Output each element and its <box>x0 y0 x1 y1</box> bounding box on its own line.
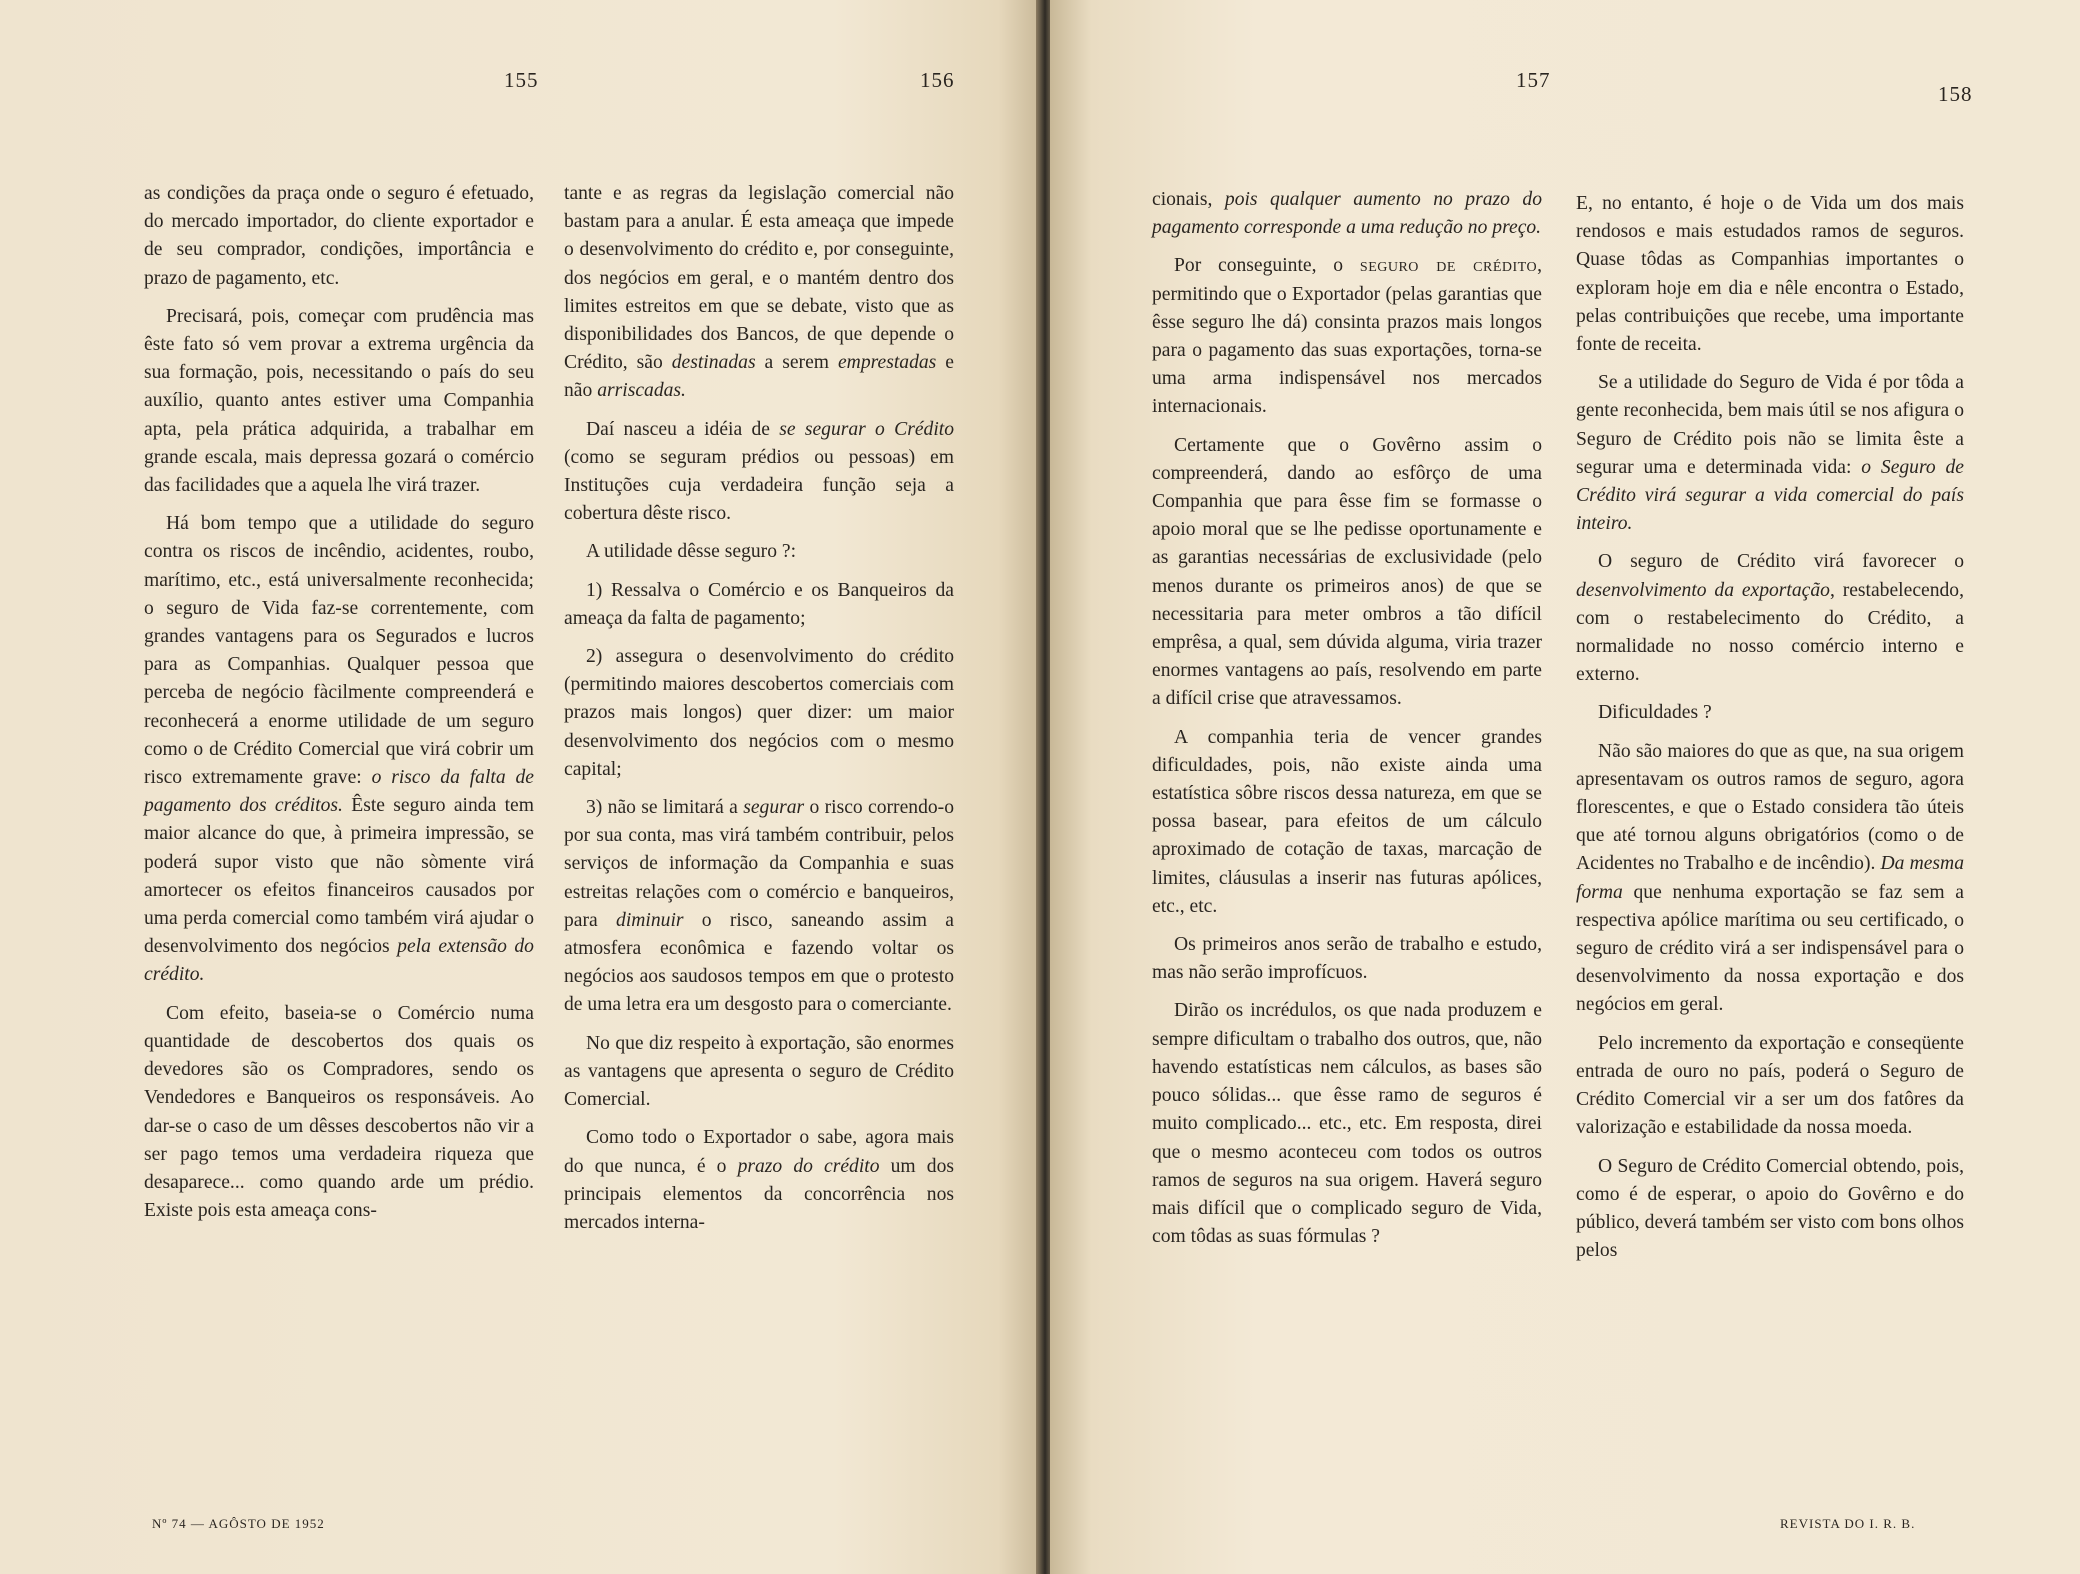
page-number-158: 158 <box>1938 82 1973 106</box>
list-item: 1) Ressalva o Comércio e os Banqueiros da ameaça da falta de pagamento; <box>564 579 954 629</box>
paragraph: Precisará, pois, começar com prudência mas êste fato só vem provar a extrema urgência da sua formação, pois, necessitando o país do seu auxílio, quanto antes estiver uma Companhia apta, pela prática adquirida, a trabalhar em grande escala, mais depressa gozará o comércio das facilidades que a aquela lhe virá trazer. <box>144 305 534 497</box>
page-number-156: 156 <box>920 68 955 92</box>
paragraph: Pelo incremento da exportação e conseqüente entrada de ouro no país, poderá o Seguro de Crédito Comercial vir a ser um dos fatôres da valorização e estabilidade da nossa moeda. <box>1576 1032 1964 1139</box>
paragraph: A companhia teria de vencer grandes dificuldades, pois, não existe ainda uma estatística sôbre riscos dessa natureza, em que se possa basear, para efeitos de um cálculo aproximado de cotação de taxas, marcação de limites, cláusulas a inserir nas futuras apólices, etc., etc. <box>1152 726 1542 917</box>
paragraph: O seguro de Crédito virá favorecer o desenvolvimento da exportação, restabelecendo, com o restabelecimento do Crédito, a normalidade no nosso comércio interno e externo. <box>1576 551 1964 686</box>
paragraph: Os primeiros anos serão de trabalho e estudo, mas não serão improfícuos. <box>1152 934 1542 984</box>
paragraph: Se a utilidade do Seguro de Vida é por tôda a gente reconhecida, bem mais útil se nos afigura o Seguro de Crédito pois não se limita êste a segurar uma e determinada vida: o Seguro de Crédito virá segurar a vida comercial do país inteiro. <box>1576 372 1965 535</box>
paragraph: as condições da praça onde o seguro é efetuado, do mercado importador, do cliente exportador e de seu comprador, condições, importância e prazo de pagamento, etc. <box>144 183 534 289</box>
paragraph: No que diz respeito à exportação, são enormes as vantagens que apresenta o seguro de Crédito Comercial. <box>564 1032 954 1111</box>
paragraph: Como todo o Exportador o sabe, agora mais do que nunca, é o prazo do crédito um dos principais elementos da concorrência nos mercados interna- <box>564 1127 954 1233</box>
column-2 <box>564 180 954 1247</box>
paragraph: Com efeito, baseia-se o Comércio numa quantidade de descobertos dos quais os devedores são os Compradores, sendo os Vendedores e Banqueiros os responsáveis. Ao dar-se o caso de um dêsses descobertos não vir a ser pago temos uma verdadeira riqueza que desaparece... como quando arde um prédio. Existe pois esta ameaça cons- <box>144 1002 534 1222</box>
list-item: 2) assegura o desenvolvimento do crédito (permitindo maiores descobertos comerciais com prazos mais longos) quer dizer: um maior desenvolvimento dos negócios com o mesmo capital; <box>564 646 954 780</box>
paragraph: Daí nasceu a idéia de se segurar o Crédito (como se seguram prédios ou pessoas) em Instituções cuja verdadeira função seja a cobertura dêste risco. <box>564 418 955 525</box>
page-number-155: 155 <box>504 68 539 92</box>
list-item: 3) não se limitará a segurar o risco correndo-o por sua conta, mas virá também contribuir, pelos serviços de informação da Companhia e suas estreitas relações com o comércio e banqueiros, para diminuir o risco, saneando assim a atmosfera econômica e fazendo voltar os negócios aos saudosos tempos em que o protesto de uma letra era um desgosto para o comerciante. <box>564 797 954 1016</box>
paragraph: Certamente que o Govêrno assim o compreenderá, dando ao esfôrço de uma Companhia que para êsse fim se formasse o apoio moral que se lhe pedisse oportunamente e as garantias necessárias de exclusividade (pelo menos durante os primeiros anos) de que se necessitaria para meter ombros a tão difícil emprêsa, a qual, sem dúvida alguma, viria trazer enormes vantagens ao país, resolvendo em parte a difícil crise que atravessamos. <box>1152 434 1542 710</box>
paragraph: Dirão os incrédulos, os que nada produzem e sempre dificultam o trabalho dos outros, que, não havendo estatísticas nem cálculos, as bases são pouco sólidas... que êsse ramo de seguros é muito complicado... etc., etc. Em resposta, direi que o mesmo aconteceu com todos os outros ramos de seguros na sua origem. Haverá seguro mais difícil que o complicado seguro de Vida, com tôdas as suas fórmulas ? <box>1152 1000 1542 1248</box>
paragraph: A utilidade dêsse seguro ?: <box>586 541 797 563</box>
footer-issue: Nº 74 — AGÔSTO DE 1952 <box>152 1516 325 1531</box>
column-4 <box>1576 190 1964 1275</box>
paragraph: cionais, pois qualquer aumento no prazo do pagamento corresponde a uma redução no preço. <box>1152 189 1543 239</box>
column-3 <box>1152 186 1542 1261</box>
right-page <box>1050 0 2080 1574</box>
paragraph: Não são maiores do que as que, na sua origem apresentavam os outros ramos de seguro, agora florescentes, e que o Estado considera tão úteis que até tornou alguns obrigatórios (como o de Acidentes no Trabalho e de incêndio). Da mesma forma que nenhuma exportação se faz sem a respectiva apólice marítima ou seu certificado, o seguro de crédito virá a ser indispensável para o desenvolvimento da nossa exportação e dos negócios em geral. <box>1576 740 1964 1016</box>
page-number-157: 157 <box>1516 68 1551 92</box>
paragraph: O Seguro de Crédito Comercial obtendo, pois, como é de esperar, o apoio do Govêrno e do público, deverá também ser visto com bons olhos pelos <box>1576 1155 1964 1262</box>
paragraph: Por conseguinte, o seguro de crédito, permitindo que o Exportador (pelas garantias que êsse seguro lhe dá) consinta prazos mais longos para o pagamento das suas exportações, torna-se uma arma indispensável nos mercados internacionais. <box>1152 255 1542 418</box>
paragraph: tante e as regras da legislação comercial não bastam para a anular. É esta ameaça que impede o desenvolvimento do crédito e, por conseguinte, dos negócios em geral, e o mantém dentro dos limites estreitos em que se debate, visto que as disponibilidades dos Bancos, de que depende o Crédito, são destinadas a serem emprestadas e não arriscadas. <box>564 183 954 402</box>
column-1 <box>144 180 534 1235</box>
paragraph: Há bom tempo que a utilidade do seguro contra os riscos de incêndio, acidentes, roubo, marítimo, etc., está universalmente reconhecida; o seguro de Vida faz-se correntemente, com grandes vantagens para os Segurados e lucros para as Companhias. Qualquer pessoa que perceba de negócio fàcilmente compreenderá e reconhecerá a enorme utilidade de um seguro como o de Crédito Comercial que virá cobrir um risco extremamente grave: o risco da falta de pagamento dos créditos. Êste seguro ainda tem maior alcance do que, à primeira impressão, se poderá supor visto que não sòmente virá amortecer os efeitos financeiros causados por uma perda comercial como também virá ajudar o desenvolvimento dos negócios pela extensão do crédito. <box>144 513 534 986</box>
footer-journal: REVISTA DO I. R. B. <box>1780 1516 1916 1531</box>
paragraph: Dificuldades ? <box>1598 702 1712 724</box>
paragraph: E, no entanto, é hoje o de Vida um dos mais rendosos e mais estudados ramos de seguros. Quase tôdas as Companhias importantes o exploram hoje em dia e nêle encontra o Estado, pelas contribuições que recebe, uma importante fonte de receita. <box>1576 193 1964 356</box>
